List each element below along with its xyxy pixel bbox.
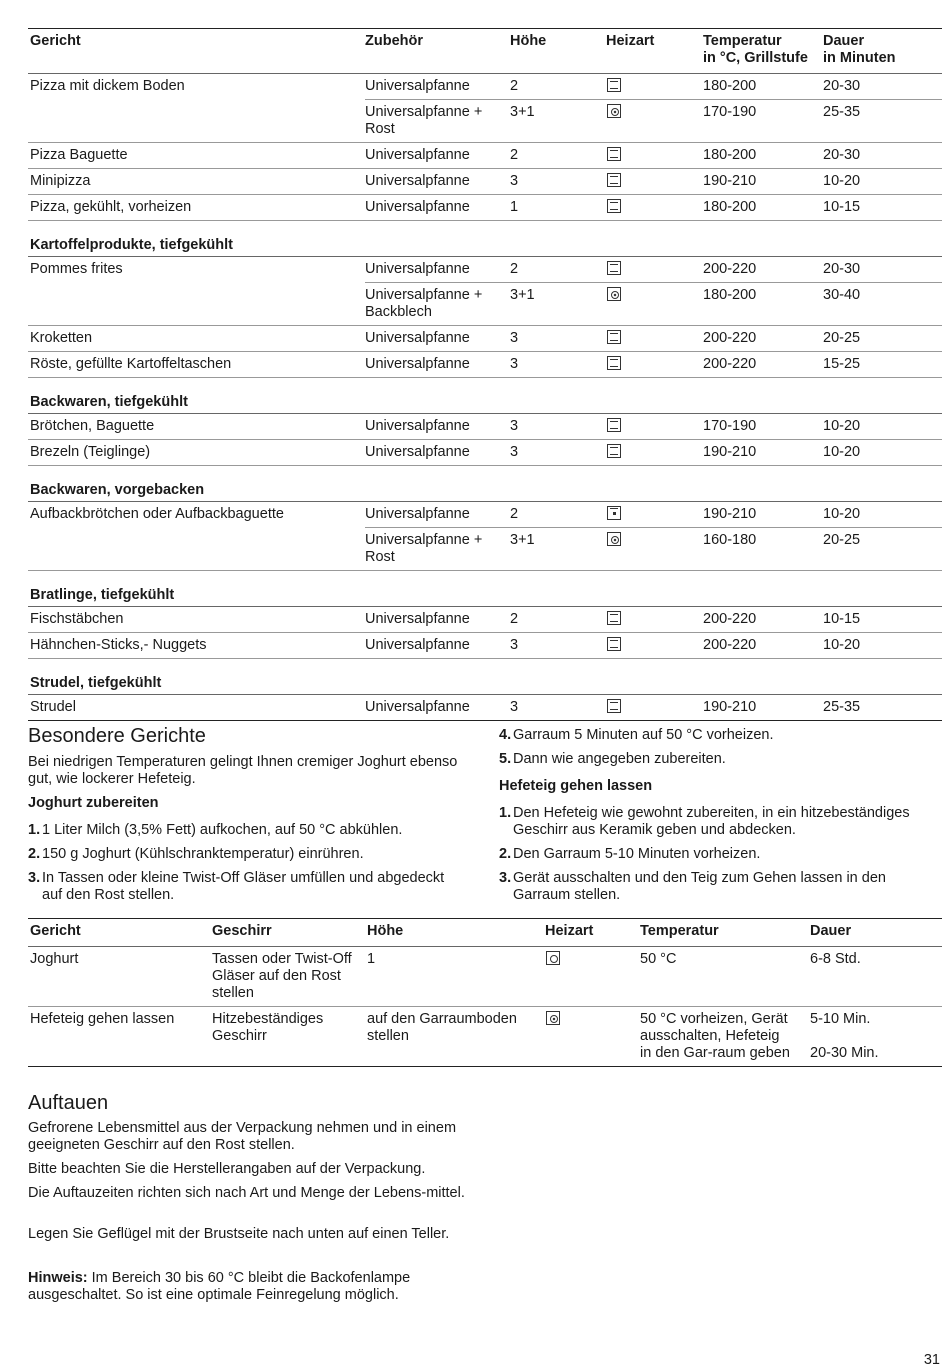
special-intro: Bei niedrigen Temperaturen gelingt Ihnen cremiger Joghurt ebenso gut, wie lockerer Hefeteig. <box>28 754 458 787</box>
table-row: Röste, gefüllte Kartoffeltaschen Universalpfanne 3 200-220 15-25 <box>28 352 942 378</box>
low-temp-icon <box>546 951 560 965</box>
dough-steps <box>499 805 944 911</box>
grill-heat-icon <box>607 330 621 344</box>
grill-heat-icon <box>607 356 621 370</box>
special-dishes-heading: Besondere Gerichte <box>28 725 206 747</box>
grill-heat-icon <box>607 418 621 432</box>
list-item: 5. Dann wie angegeben zubereiten. <box>499 751 726 767</box>
table-row: Universalpfanne + Rost 3+1 160-180 20-25 <box>28 528 942 571</box>
table-row: Pizza Baguette Universalpfanne 2 180-200 20-30 <box>28 143 942 169</box>
table-row: Minipizza Universalpfanne 3 190-210 10-20 <box>28 169 942 195</box>
yogurt-steps-continued <box>499 727 944 775</box>
table-row: Pizza, gekühlt, vorheizen Universalpfanne 1 180-200 10-15 <box>28 195 942 221</box>
table-row: Joghurt Tassen oder Twist-Off Gläser auf den Rost stellen 1 50 °C 6-8 Std. <box>28 947 942 1007</box>
list-item: 3. In Tassen oder kleine Twist-Off Gläser umfüllen und abgedeckt auf den Rost stellen. <box>28 870 445 903</box>
fan-heat-icon <box>607 287 621 301</box>
list-item: 1. Den Hefeteig wie gewohnt zubereiten, in ein hitzebeständiges Geschirr aus Keramik geben und abdecken. <box>499 805 910 838</box>
grill-heat-icon <box>607 199 621 213</box>
grill-heat-icon <box>607 444 621 458</box>
grill-heat-icon <box>607 261 621 275</box>
fan-heat-icon <box>607 104 621 118</box>
fan-heat-icon <box>546 1011 560 1025</box>
category-row: Kartoffelprodukte, tiefgekühlt <box>28 221 942 257</box>
table-row: Pommes frites Universalpfanne 2 200-220 20-30 <box>28 257 942 283</box>
page-number: 31 <box>923 1352 940 1368</box>
thaw-paragraph: Die Auftauzeiten richten sich nach Art und Menge der Lebens-mittel. <box>28 1185 465 1201</box>
table-row: Hähnchen-Sticks,- Nuggets Universalpfanne 3 200-220 10-20 <box>28 633 942 659</box>
table-header-row <box>28 29 942 74</box>
col-temp: Temperatur in °C, Grillstufe <box>703 29 823 74</box>
grill-heat-icon <box>607 173 621 187</box>
thaw-paragraph: Legen Sie Geflügel mit der Brustseite nach unten auf einen Teller. <box>28 1226 450 1242</box>
category-row: Backwaren, tiefgekühlt <box>28 378 942 414</box>
table-row: Fischstäbchen Universalpfanne 2 200-220 10-15 <box>28 607 942 633</box>
cooking-table <box>28 28 942 721</box>
table-row: Universalpfanne + Rost 3+1 170-190 25-35 <box>28 100 942 143</box>
col-accessory: Zubehör <box>365 29 510 74</box>
grill-heat-icon <box>607 637 621 651</box>
table-row: Hefeteig gehen lassen Hitzebeständiges Geschirr auf den Garraumboden stellen 50 °C vorheizen, Gerät ausschalten, Hefeteig in den Gar-raum geben 5-10 Min. 20-30 Min. <box>28 1007 942 1067</box>
dough-heading: Hefeteig gehen lassen <box>499 778 653 794</box>
list-item: 4. Garraum 5 Minuten auf 50 °C vorheizen. <box>499 727 774 743</box>
list-item: 3. Gerät ausschalten und den Teig zum Gehen lassen in den Garraum stellen. <box>499 870 886 903</box>
table-row: Aufbackbrötchen oder Aufbackbaguette Universalpfanne 2 190-210 10-20 <box>28 502 942 528</box>
grill-heat-icon <box>607 699 621 713</box>
table-row: Strudel Universalpfanne 3 190-210 25-35 <box>28 695 942 721</box>
category-row: Bratlinge, tiefgekühlt <box>28 571 942 607</box>
grill-heat-icon <box>607 78 621 92</box>
table-row: Brötchen, Baguette Universalpfanne 3 170-190 10-20 <box>28 414 942 440</box>
list-item: 2. 150 g Joghurt (Kühlschranktemperatur) einrühren. <box>28 846 364 862</box>
special-dishes-table <box>28 918 942 1067</box>
thaw-heading: Auftauen <box>28 1092 109 1114</box>
yogurt-heading: Joghurt zubereiten <box>28 795 159 811</box>
list-item: 2. Den Garraum 5-10 Minuten vorheizen. <box>499 846 761 862</box>
grill-heat-icon <box>607 147 621 161</box>
grill-heat-icon <box>607 611 621 625</box>
col-dish: Gericht <box>28 29 365 74</box>
yogurt-steps <box>28 822 468 911</box>
thaw-paragraph: Bitte beachten Sie die Herstellerangaben auf der Verpackung. <box>28 1161 426 1177</box>
note: Hinweis: Im Bereich 30 bis 60 °C bleibt die Backofenlampe ausgeschaltet. So ist eine optimale Feinregelung möglich. <box>28 1270 411 1303</box>
top-bottom-heat-icon <box>607 506 621 520</box>
list-item: 1. 1 Liter Milch (3,5% Fett) aufkochen, auf 50 °C abkühlen. <box>28 822 403 838</box>
category-row: Strudel, tiefgekühlt <box>28 659 942 695</box>
col-heat: Heizart <box>606 29 703 74</box>
table-row: Kroketten Universalpfanne 3 200-220 20-25 <box>28 326 942 352</box>
table-header-row: Gericht Geschirr Höhe Heizart Temperatur Dauer <box>28 919 942 947</box>
category-row: Backwaren, vorgebacken <box>28 466 942 502</box>
table-row: Universalpfanne + Backblech 3+1 180-200 30-40 <box>28 283 942 326</box>
table-row: Brezeln (Teiglinge) Universalpfanne 3 190-210 10-20 <box>28 440 942 466</box>
fan-heat-icon <box>607 532 621 546</box>
col-height: Höhe <box>510 29 606 74</box>
col-duration: Dauer in Minuten <box>823 29 942 74</box>
table-row: Pizza mit dickem Boden Universalpfanne 2 180-200 20-30 <box>28 74 942 100</box>
thaw-paragraph: Gefrorene Lebensmittel aus der Verpackung nehmen und in einem geeigneten Geschirr auf den Rost stellen. <box>28 1120 457 1153</box>
